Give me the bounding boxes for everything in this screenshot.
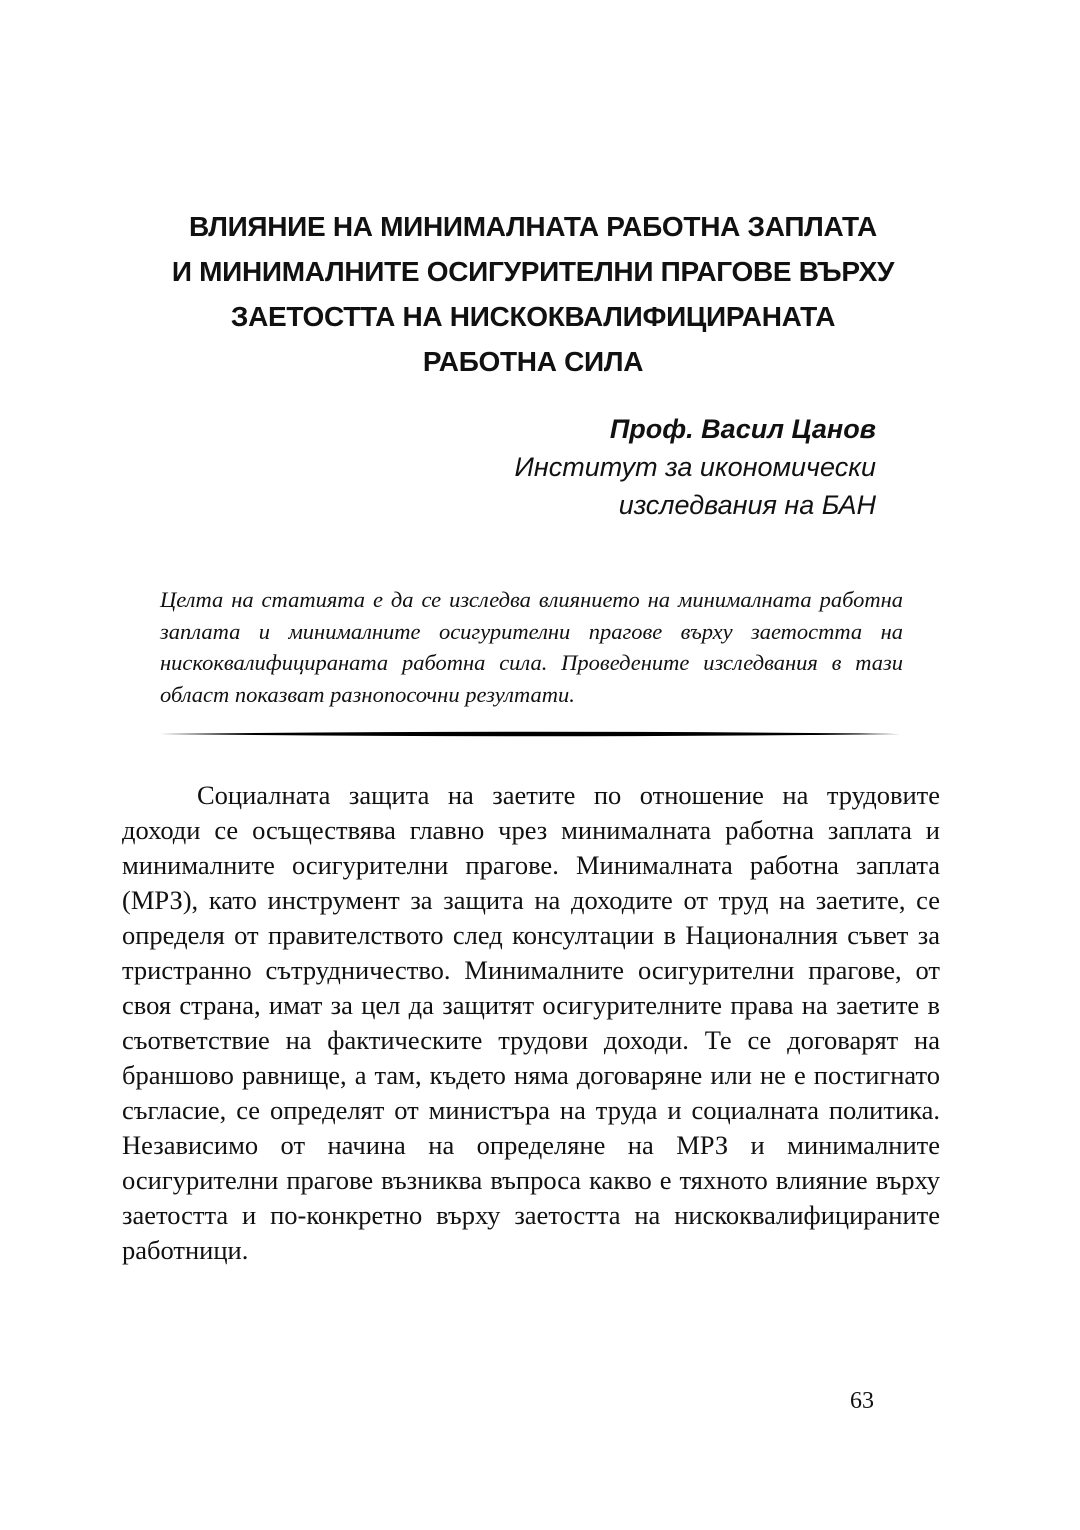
title-line-3: ЗАЕТОСТТА НА НИСКОКВАЛИФИЦИРАНАТА: [230, 301, 836, 332]
section-divider: [160, 730, 900, 738]
author-institution-line-1: Институт за икономически: [514, 452, 876, 482]
abstract-text: Целта на статията е да се изследва влиянието на минималната работна заплата и минималните осигурителни прагове върху заетостта на нискоквалифицираната работна сила. Проведените изследвания в тази област показват разнопосочни резултати.: [160, 587, 903, 707]
body-paragraph: Социалната защита на заетите по отношение на трудовите доходи се осъществява главно чрез минималната работна заплата и минималните осигурителни прагове. Минималната работна заплата (МРЗ), като инструмент за защита на доходите от труд на заетите, се определя от правителството след консултации в Националния съвет за тристранно сътрудничество. Минималните осигурителни прагове, от своя страна, имат за цел да защитят осигурителните права на заетите в съответствие на фактическите трудови доходи. Те се договарят на браншово равнище, а там, където няма договаряне или не е постигнато съгласие, се определят от министъра на труда и социалната политика. Независимо от начина на определяне на МРЗ и минималните осигурителни прагове възниква въпроса какво е тяхното влияние върху заетостта и по-конкретно върху заетостта на нискоквалифицираните работници.: [122, 780, 940, 1265]
page-number: 63: [850, 1388, 874, 1414]
title-line-2: И МИНИМАЛНИТЕ ОСИГУРИТЕЛНИ ПРАГОВЕ ВЪРХУ: [171, 256, 895, 287]
article-title: [120, 204, 946, 384]
author-institution-line-2: изследвания на БАН: [618, 490, 876, 520]
title-line-4: РАБОТНА СИЛА: [422, 346, 644, 377]
divider-swell: [160, 732, 900, 737]
author-name: Проф. Васил Цанов: [609, 414, 876, 444]
author-block: [515, 410, 876, 524]
title-line-1: ВЛИЯНИЕ НА МИНИМАЛНАТА РАБОТНА ЗАПЛАТА: [189, 211, 877, 242]
